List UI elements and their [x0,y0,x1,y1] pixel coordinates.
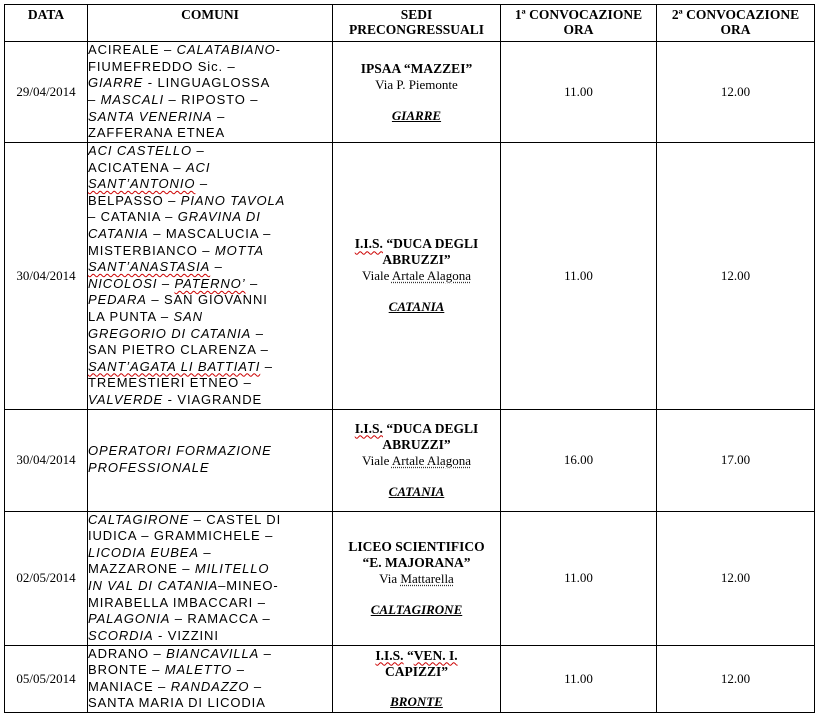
first-call-time: 11.00 [501,511,657,645]
text-segment: CALTAGIRONE [88,511,190,527]
sede-address [333,453,500,469]
sede-address [333,268,500,284]
text-segment: – [195,176,209,192]
comuni-line [88,595,332,612]
comuni-cell [88,42,333,143]
comuni-line [88,160,332,177]
text-segment: CATANIA [88,225,149,241]
comuni-line [88,309,332,326]
second-call-time: 12.00 [657,511,815,645]
sede-cell [333,645,501,712]
comuni-line [88,578,332,595]
sede-address [333,571,500,587]
first-call-time: 11.00 [501,645,657,712]
text-segment: MISTERBIANCO – [88,242,215,258]
sede-name-line [333,539,500,555]
sede-cell [333,511,501,645]
comuni-line [88,392,332,409]
sede-cell [333,409,501,511]
second-call-time: 17.00 [657,409,815,511]
text-segment: PEDARA [88,292,147,308]
text-segment: SANTA MARIA DI LICODIA [88,695,266,711]
text-segment: – [232,662,245,678]
text-segment: - VIAGRANDE [163,391,263,407]
comuni-line [88,75,332,92]
comuni-line [88,512,332,529]
sede-name-line [333,555,500,571]
text-segment: PALAGONIA [88,611,171,627]
text-segment: – [245,275,259,291]
text-segment: SANTA VENERINA [88,108,213,124]
comuni-cell [88,143,333,410]
sede-cell [333,143,501,410]
text-segment: “E. MAJORANA” [362,554,471,570]
text-segment: – MASCALUCIA – [148,225,272,241]
text-segment: LICEO SCIENTIFICO [348,538,485,554]
text-segment: I.I.S. [375,647,404,663]
sede-address-line [333,571,500,587]
comuni-cell [88,409,333,511]
sede-name [333,648,500,680]
sede-city: CATANIA [388,299,445,315]
comuni-line [88,193,332,210]
comuni-line [88,176,332,193]
text-segment: BRONTE – [88,662,165,678]
text-segment: IPSAA “MAZZEI” [360,60,473,76]
text-segment: LICODIA EUBEA [88,544,199,560]
text-segment: MALETTO [164,662,233,678]
text-segment: Viale [362,452,392,468]
text-segment: ADRANO – [88,645,167,661]
comuni-line [88,243,332,260]
text-segment: PROFESSIONALE [88,460,210,475]
text-segment: SAN [173,308,203,324]
text-segment: Via P. Piemonte [375,76,458,92]
header-sedi-line2: PRECONGRESSUALI [348,22,485,37]
text-segment: Artale Alagona [391,452,471,468]
comuni-line [88,342,332,359]
sede-city: GIARRE [391,107,442,123]
date-cell: 29/04/2014 [5,42,88,143]
text-segment: SANT’AGATA LI BATTIATI [88,358,261,374]
date-cell: 02/05/2014 [5,511,88,645]
header-conv2-line2: ORA [720,22,751,37]
text-segment: I.I.S. [354,236,383,252]
header-comuni-label: COMUNI [181,7,239,22]
comuni-line [88,460,332,477]
comuni-line [88,259,332,276]
text-segment: – CATANIA – [88,209,178,225]
sede-name [333,61,500,77]
header-data [5,5,88,42]
header-sedi [333,5,501,42]
text-segment: MASCALI [100,92,165,107]
comuni-line [88,59,332,76]
text-segment: RANDAZZO [170,678,250,694]
text-segment: – CASTEL DI [189,511,282,527]
text-segment: ACI [185,159,211,175]
text-segment: TREMESTIERI ETNEO – [88,375,252,391]
text-segment: PIANO TAVOLA [180,192,286,208]
comuni-line [88,695,332,712]
date-cell: 30/04/2014 [5,409,88,511]
text-segment: – [210,259,223,275]
header-sedi-line1: SEDI [400,7,433,22]
text-segment: ABRUZZI” [382,436,451,452]
text-segment: BIANCAVILLA [166,645,260,661]
text-segment: – RIPOSTO – [164,92,259,107]
text-segment: Mattarella [400,570,454,586]
text-segment: – RAMACCA – [170,611,271,627]
text-segment: MOTTA [214,242,264,258]
comuni-line [88,662,332,679]
text-segment: GRAVINA DI [177,209,261,225]
sede-name-line [333,421,500,437]
text-segment: – [88,92,101,107]
table-row [5,143,815,410]
text-segment: – [260,358,273,374]
text-segment: ACI CASTELLO [88,143,192,158]
text-segment: PATERNO’ [174,275,246,291]
sede-city: BRONTE [390,693,443,709]
text-segment: - [275,42,281,58]
sede-address [333,77,500,93]
text-segment: ACIREALE – [88,42,177,58]
text-segment: MIRABELLA IMBACCARI – [88,594,266,610]
text-segment: Artale Alagona [391,268,471,284]
sede-address-line [333,268,500,284]
first-call-time: 11.00 [501,42,657,143]
text-segment: - VIZZINI [153,627,219,643]
comuni-line [88,561,332,578]
text-segment: NICOLOSI [88,275,158,291]
sede-address-line [333,77,500,93]
sede-name-line [333,664,500,680]
table-body [5,42,815,713]
sede-cell [333,42,501,143]
first-call-time: 16.00 [501,409,657,511]
text-segment: LA PUNTA – [88,308,174,324]
sede-name-line [333,61,500,77]
text-segment: GIARRE [88,75,144,91]
sede-name-line [333,648,500,664]
text-segment: SCORDIA [88,627,154,643]
table-row [5,409,815,511]
comuni-line [88,42,332,59]
text-segment: MAZZARONE – [88,561,195,577]
text-segment: SANT’ANASTASIA [88,259,211,275]
table-row [5,511,815,645]
comuni-line [88,276,332,293]
text-segment: - LINGUAGLOSSA [143,75,271,91]
text-segment: BELPASSO – [88,192,181,208]
text-segment: – [198,544,212,560]
comuni-line [88,545,332,562]
text-segment: GREGORIO DI CATANIA [88,325,252,341]
comuni-line [88,209,332,226]
comuni-line [88,679,332,696]
comuni-line [88,292,332,309]
text-segment: ZAFFERANA ETNEA [88,125,226,141]
text-segment: CALATABIANO [176,42,276,58]
text-segment: – [212,108,226,124]
comuni-line [88,528,332,545]
sede-city: CALTAGIRONE [370,601,463,617]
header-conv1-line1: 1ª CONVOCAZIONE [514,7,643,22]
text-segment: SANT’ANTONIO [88,176,196,192]
text-segment: Viale [362,268,392,284]
header-conv2 [657,5,815,42]
text-segment: SAN PIETRO CLARENZA – [88,342,269,358]
comuni-line [88,226,332,243]
text-segment: Via [379,570,401,586]
comuni-line [88,611,332,628]
comuni-cell [88,511,333,645]
comuni-line [88,92,332,109]
comuni-line [88,143,332,160]
text-segment: VEN. I. [413,647,458,663]
table-row [5,645,815,712]
comuni-line [88,375,332,392]
text-segment: FIUMEFREDDO Sic. – [88,58,236,74]
comuni-line [88,359,332,376]
header-conv1-line2: ORA [563,22,594,37]
convocation-table [4,4,815,713]
date-cell: 30/04/2014 [5,143,88,410]
text-segment: – [251,325,264,341]
comuni-line [88,125,332,142]
second-call-time: 12.00 [657,645,815,712]
sede-name [333,421,500,453]
sede-name [333,539,500,571]
sede-name-line [333,236,500,252]
comuni-line [88,326,332,343]
table-header [5,5,815,42]
text-segment: – [157,275,175,291]
comuni-line [88,646,332,663]
text-segment: – [192,143,205,158]
text-segment: MILITELLO [194,561,270,577]
header-data-label: DATA [27,7,65,22]
text-segment: OPERATORI FORMAZIONE [88,443,272,459]
first-call-time: 11.00 [501,143,657,410]
second-call-time: 12.00 [657,143,815,410]
comuni-line [88,109,332,126]
text-segment: IUDICA – GRAMMICHELE – [88,528,274,544]
text-segment: “DUCA DEGLI [382,420,479,436]
text-segment: I.I.S. [354,420,383,436]
text-segment: – [249,678,263,694]
text-segment: MANIACE – [88,678,171,694]
text-segment: IN VAL DI CATANIA [88,578,219,593]
text-segment: – SAN GIOVANNI [146,292,268,308]
header-comuni [88,5,333,42]
header-row [5,5,815,42]
sede-name [333,236,500,268]
comuni-line [88,628,332,645]
sede-city: CATANIA [388,483,445,499]
header-conv1 [501,5,657,42]
text-segment: –MINEO- [218,578,279,593]
comuni-cell [88,645,333,712]
text-segment: ACICATENA – [88,159,186,175]
text-segment: “ [403,647,414,663]
second-call-time: 12.00 [657,42,815,143]
text-segment: “DUCA DEGLI [382,236,479,252]
text-segment: ABRUZZI” [382,252,451,268]
text-segment: CAPIZZI” [384,663,448,679]
date-cell: 05/05/2014 [5,645,88,712]
table-row [5,42,815,143]
sede-address-line [333,453,500,469]
sede-name-line [333,437,500,453]
comuni-line [88,443,332,460]
text-segment: – [259,645,272,661]
sede-name-line [333,252,500,268]
text-segment: VALVERDE [88,391,164,407]
header-conv2-line1: 2ª CONVOCAZIONE [671,7,800,22]
